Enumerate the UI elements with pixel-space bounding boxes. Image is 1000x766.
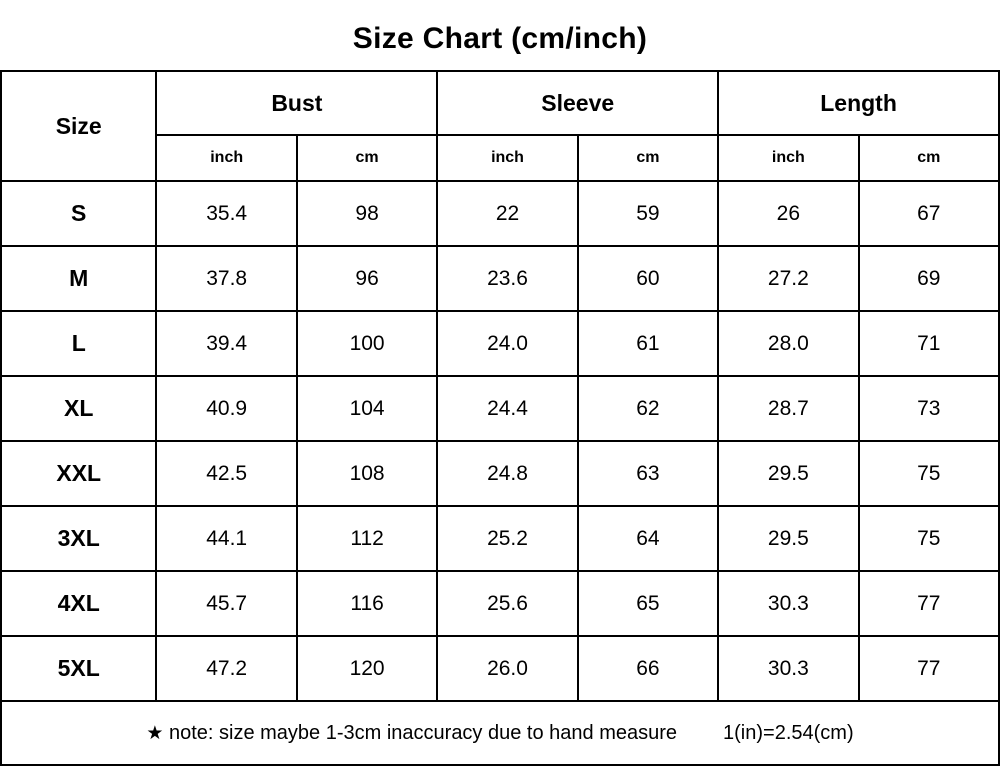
cell-length-inch: 29.5 [718, 506, 858, 571]
unit-header-sleeve-cm: cm [578, 135, 718, 181]
cell-length-cm: 75 [859, 506, 999, 571]
cell-sleeve-cm: 64 [578, 506, 718, 571]
table-row [1, 441, 999, 506]
cell-length-inch: 28.7 [718, 376, 858, 441]
table-row [1, 246, 999, 311]
cell-size: L [1, 311, 156, 376]
cell-length-inch: 26 [718, 181, 858, 246]
cell-length-cm: 71 [859, 311, 999, 376]
cell-sleeve-inch: 24.0 [437, 311, 577, 376]
cell-sleeve-inch: 22 [437, 181, 577, 246]
cell-bust-inch: 47.2 [156, 636, 296, 701]
table-row [1, 571, 999, 636]
table-row [1, 376, 999, 441]
column-header-sleeve: Sleeve [437, 71, 718, 135]
cell-length-cm: 69 [859, 246, 999, 311]
cell-bust-inch: 40.9 [156, 376, 296, 441]
unit-header-sleeve-inch: inch [437, 135, 577, 181]
page-title: Size Chart (cm/inch) [352, 22, 648, 55]
cell-length-inch: 29.5 [718, 441, 858, 506]
cell-sleeve-inch: 23.6 [437, 246, 577, 311]
cell-bust-cm: 96 [297, 246, 437, 311]
cell-length-cm: 75 [859, 441, 999, 506]
unit-header-bust-cm: cm [297, 135, 437, 181]
column-header-bust: Bust [156, 71, 437, 135]
table-row [1, 181, 999, 246]
cell-length-cm: 67 [859, 181, 999, 246]
cell-bust-cm: 120 [297, 636, 437, 701]
cell-size: XXL [1, 441, 156, 506]
cell-size: 5XL [1, 636, 156, 701]
note-text: note: size maybe 1-3cm inaccuracy due to hand measure [168, 721, 678, 744]
cell-sleeve-inch: 26.0 [437, 636, 577, 701]
cell-sleeve-cm: 62 [578, 376, 718, 441]
unit-header-length-cm: cm [859, 135, 999, 181]
cell-bust-inch: 42.5 [156, 441, 296, 506]
column-header-size: Size [1, 71, 156, 181]
cell-bust-inch: 39.4 [156, 311, 296, 376]
cell-sleeve-cm: 60 [578, 246, 718, 311]
cell-sleeve-inch: 25.2 [437, 506, 577, 571]
cell-length-inch: 28.0 [718, 311, 858, 376]
table-row [1, 636, 999, 701]
unit-header-length-inch: inch [718, 135, 858, 181]
cell-bust-cm: 108 [297, 441, 437, 506]
cell-bust-cm: 104 [297, 376, 437, 441]
unit-header-bust-inch: inch [156, 135, 296, 181]
note-text-group [146, 722, 677, 745]
cell-bust-inch: 35.4 [156, 181, 296, 246]
cell-bust-cm: 112 [297, 506, 437, 571]
cell-sleeve-inch: 24.4 [437, 376, 577, 441]
table-group-header-row [1, 71, 999, 135]
cell-bust-cm: 116 [297, 571, 437, 636]
table-row [1, 311, 999, 376]
cell-bust-cm: 98 [297, 181, 437, 246]
cell-size: M [1, 246, 156, 311]
cell-sleeve-cm: 61 [578, 311, 718, 376]
star-icon: ★ [146, 722, 164, 744]
cell-sleeve-cm: 59 [578, 181, 718, 246]
cell-bust-inch: 37.8 [156, 246, 296, 311]
cell-sleeve-cm: 66 [578, 636, 718, 701]
cell-bust-cm: 100 [297, 311, 437, 376]
cell-length-cm: 73 [859, 376, 999, 441]
cell-length-cm: 77 [859, 571, 999, 636]
cell-sleeve-cm: 63 [578, 441, 718, 506]
table-note-row [1, 701, 999, 765]
cell-size: S [1, 181, 156, 246]
size-chart-table [0, 70, 1000, 766]
cell-sleeve-inch: 24.8 [437, 441, 577, 506]
cell-bust-inch: 44.1 [156, 506, 296, 571]
cell-sleeve-inch: 25.6 [437, 571, 577, 636]
note-cell [1, 701, 999, 765]
cell-length-cm: 77 [859, 636, 999, 701]
cell-length-inch: 27.2 [718, 246, 858, 311]
cell-bust-inch: 45.7 [156, 571, 296, 636]
table-row [1, 506, 999, 571]
cell-sleeve-cm: 65 [578, 571, 718, 636]
note-conversion: 1(in)=2.54(cm) [723, 721, 854, 744]
cell-length-inch: 30.3 [718, 571, 858, 636]
cell-size: 3XL [1, 506, 156, 571]
cell-length-inch: 30.3 [718, 636, 858, 701]
cell-size: 4XL [1, 571, 156, 636]
column-header-length: Length [718, 71, 999, 135]
cell-size: XL [1, 376, 156, 441]
